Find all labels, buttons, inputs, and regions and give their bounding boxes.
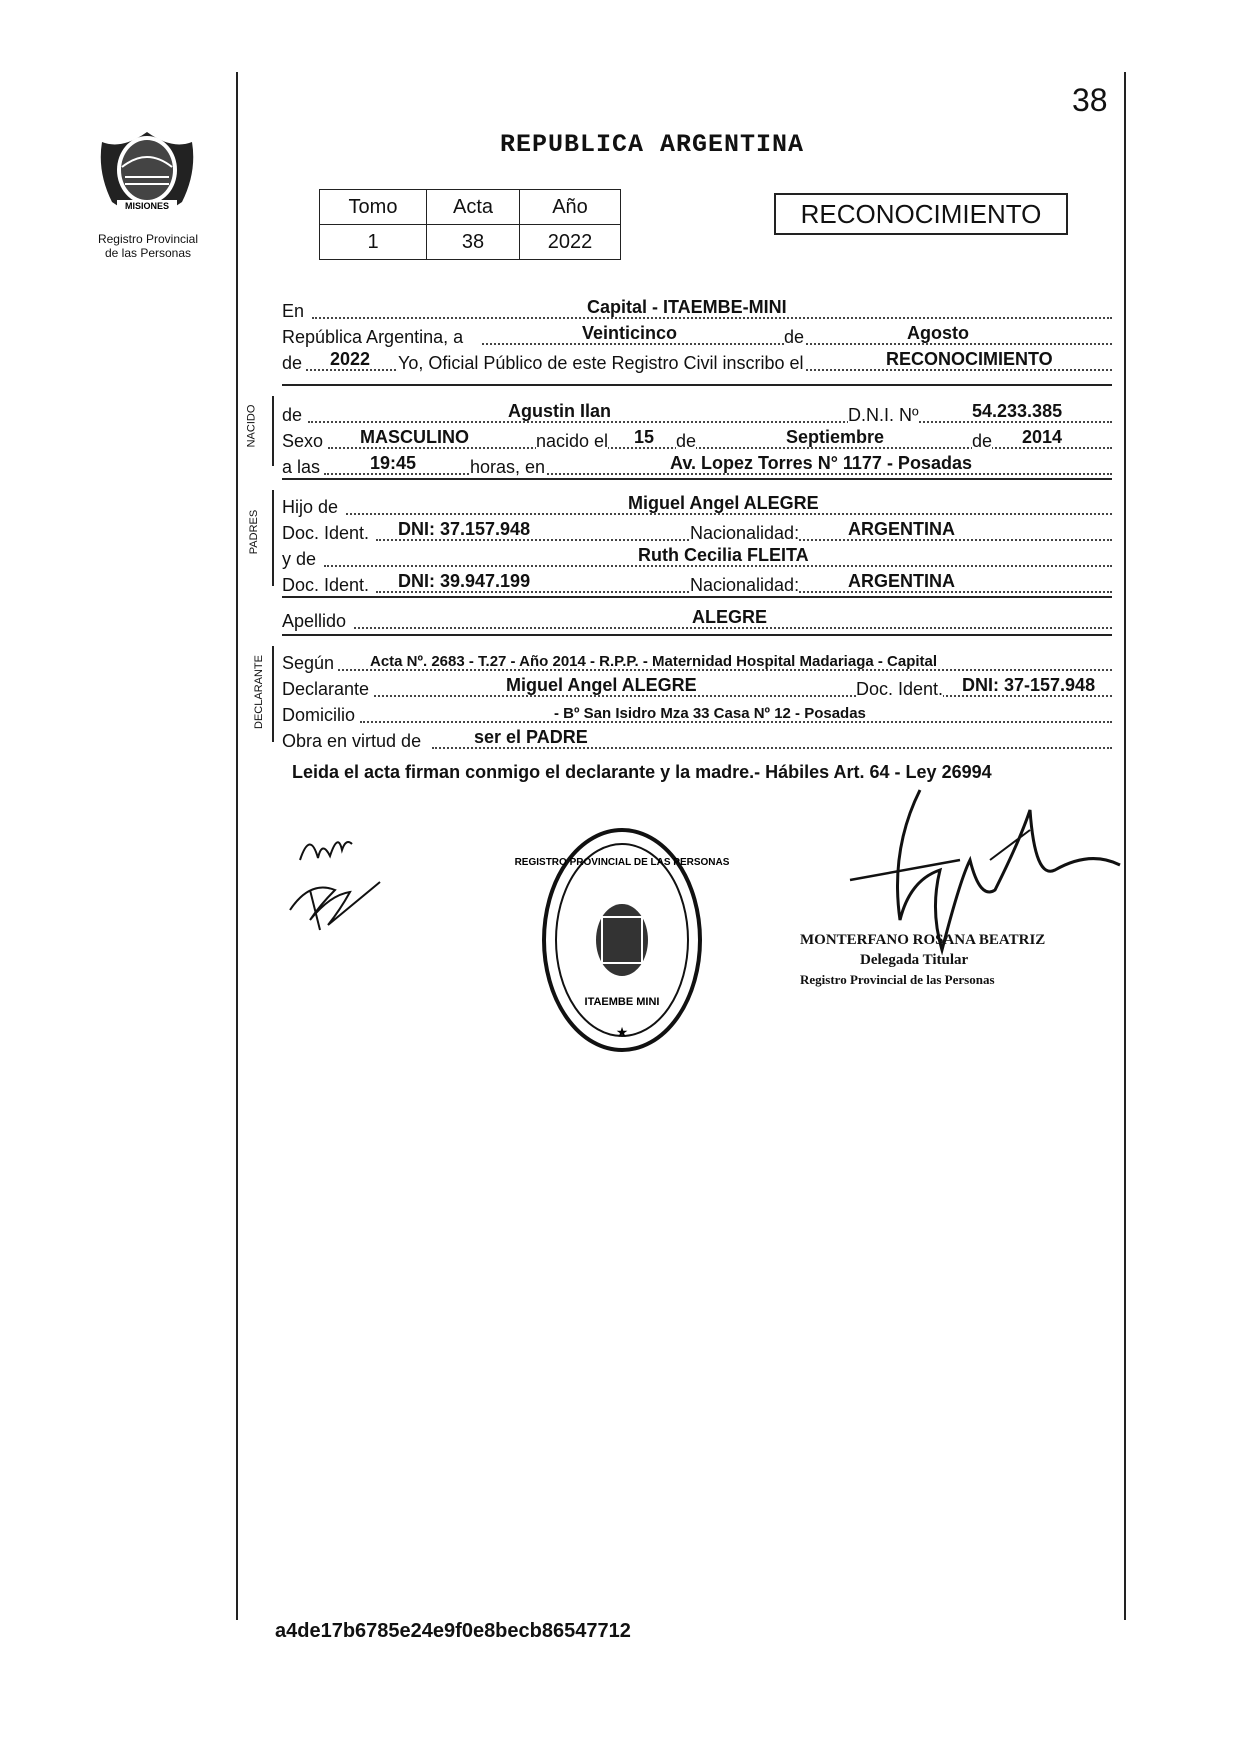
svg-text:REGISTRO PROVINCIAL DE LAS PER: REGISTRO PROVINCIAL DE LAS PERSONAS — [514, 857, 730, 868]
row-sexo: Sexo MASCULINO nacido el 15 de Septiembre de 2014 — [282, 426, 1112, 452]
father-dni-value: DNI: 37.157.948 — [398, 519, 531, 539]
closing-statement: Leida el acta firman conmigo el declarante y la madre.- Hábiles Art. 64 - Ley 26994 — [292, 762, 992, 782]
official-title: Delegada Titular — [860, 952, 969, 968]
section-divider — [282, 596, 1112, 598]
birth-month-value: Septiembre — [786, 427, 885, 447]
row-madre-doc: Doc. Ident. DNI: 39.947.199 Nacionalidad: ARGENTINA — [282, 570, 1112, 596]
address-value: - Bº San Isidro Mza 33 Casa Nº 12 - Posadas — [554, 705, 866, 722]
left-margin-line — [236, 72, 238, 1620]
official-name-block — [800, 930, 1100, 990]
registry-table — [319, 189, 621, 260]
header-anio: Año — [520, 190, 621, 225]
birth-time-value: 19:45 — [370, 453, 417, 473]
padres-bracket — [272, 490, 274, 586]
official-registry: Registro Provincial de las Personas — [800, 972, 995, 987]
official-name: MONTERFANO ROSANA BEATRIZ — [800, 932, 1046, 948]
declarante-bracket — [272, 646, 274, 742]
row-hora: a las 19:45 horas, en Av. Lopez Torres N° 1177 - Posadas — [282, 452, 1112, 478]
official-stamp-icon — [514, 825, 730, 1055]
child-name-value: Agustin Ilan — [508, 401, 611, 421]
year-value: 2022 — [330, 349, 371, 369]
section-divider — [282, 384, 1112, 386]
document-title: REPUBLICA ARGENTINA — [500, 130, 805, 159]
section-label-nacido: NACIDO — [245, 404, 258, 448]
declarant-signature-icon — [280, 820, 390, 940]
row-domicilio: Domicilio - Bº San Isidro Mza 33 Casa Nº 12 - Posadas — [282, 700, 1112, 726]
nacido-bracket — [272, 396, 274, 466]
document-type-box: RECONOCIMIENTO — [774, 193, 1068, 235]
section-divider — [282, 478, 1112, 480]
row-madre: y de Ruth Cecilia FLEITA — [282, 544, 1112, 570]
day-value: Veinticinco — [582, 323, 678, 343]
value-anio: 2022 — [520, 225, 621, 260]
row-en: En Capital - ITAEMBE-MINI — [282, 296, 1112, 322]
act-type-value: RECONOCIMIENTO — [886, 349, 1053, 369]
row-obra: Obra en virtud de ser el PADRE — [282, 726, 1112, 752]
row-segun: Según Acta Nº. 2683 - T.27 - Año 2014 - R.P.P. - Maternidad Hospital Madariaga - Capital — [282, 648, 1112, 674]
organization-name: Registro Provincial de las Personas — [97, 232, 199, 260]
father-nationality-value: ARGENTINA — [848, 519, 955, 539]
child-dni-value: 54.233.385 — [972, 401, 1063, 421]
svg-text:PROVINCIA DE: PROVINCIA DE — [122, 125, 172, 132]
declarant-dni-value: DNI: 37-157.948 — [962, 675, 1096, 695]
row-republica: República Argentina, a Veinticinco de Agosto — [282, 322, 1112, 348]
capacity-value: ser el PADRE — [474, 727, 588, 747]
mother-dni-value: DNI: 39.947.199 — [398, 571, 531, 591]
month-value: Agosto — [907, 323, 969, 343]
header-acta: Acta — [427, 190, 520, 225]
header-tomo: Tomo — [320, 190, 427, 225]
row-padre-doc: Doc. Ident. DNI: 37.157.948 Nacionalidad: ARGENTINA — [282, 518, 1112, 544]
section-label-declarante: DECLARANTE — [252, 655, 265, 729]
page-number: 38 — [1072, 82, 1108, 118]
birth-day-value: 15 — [634, 427, 655, 447]
declarant-name-value: Miguel Angel ALEGRE — [506, 675, 697, 695]
right-margin-line — [1124, 72, 1126, 1620]
document-hash: a4de17b6785e24e9f0e8becb86547712 — [275, 1620, 631, 1642]
svg-text:MISIONES: MISIONES — [124, 201, 170, 211]
sex-value: MASCULINO — [360, 427, 469, 447]
svg-text:ITAEMBE MINI: ITAEMBE MINI — [584, 996, 660, 1008]
row-nombre: de Agustin Ilan D.N.I. Nº 54.233.385 — [282, 400, 1112, 426]
row-hijo: Hijo de Miguel Angel ALEGRE — [282, 492, 1112, 518]
section-divider — [282, 634, 1112, 636]
row-declarante: Declarante Miguel Angel ALEGRE Doc. Ident. DNI: 37-157.948 — [282, 674, 1112, 700]
place-value: Capital - ITAEMBE-MINI — [587, 297, 787, 317]
birth-place-value: Av. Lopez Torres N° 1177 - Posadas — [670, 453, 972, 473]
mother-nationality-value: ARGENTINA — [848, 571, 955, 591]
value-acta: 38 — [427, 225, 520, 260]
mother-name-value: Ruth Cecilia FLEITA — [638, 545, 809, 565]
row-year: de 2022 Yo, Oficial Público de este Registro Civil inscribo el RECONOCIMIENTO — [282, 348, 1112, 374]
father-name-value: Miguel Angel ALEGRE — [628, 493, 819, 513]
section-label-padres: PADRES — [248, 509, 261, 555]
surname-value: ALEGRE — [692, 607, 768, 627]
svg-text:★: ★ — [615, 1024, 629, 1040]
birth-year-value: 2014 — [1022, 427, 1063, 447]
row-apellido: Apellido ALEGRE — [282, 606, 1112, 632]
source-act-value: Acta Nº. 2683 - T.27 - Año 2014 - R.P.P. - Maternidad Hospital Madariaga - Capital — [370, 653, 938, 670]
value-tomo: 1 — [320, 225, 427, 260]
provincial-seal-icon — [92, 112, 202, 222]
